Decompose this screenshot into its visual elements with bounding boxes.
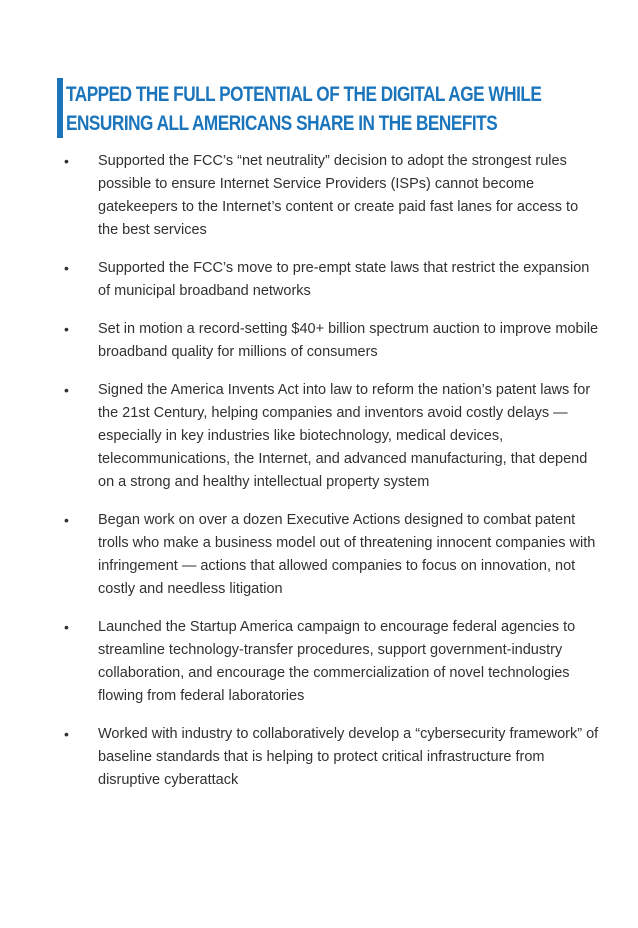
list-item-text: Supported the FCC’s “net neutrality” decision to adopt the strongest rules possible to ensure Internet Service Providers (ISPs) cannot become gatekeepers to the Internet’s content or create paid fast lanes for access to the best services — [98, 153, 579, 238]
list-item — [60, 723, 600, 792]
bullet-icon: • — [64, 382, 69, 398]
list-item-text: Began work on over a dozen Executive Actions designed to combat patent trolls who make a business model out of threatening innocent companies with infringement — actions that allowed companies to focus on innovation, not costly and needless litigation — [98, 512, 596, 597]
bullet-icon: • — [64, 512, 69, 528]
section-heading-line-1: TAPPED THE FULL POTENTIAL OF THE DIGITAL AGE WHILE — [66, 83, 542, 106]
list-item — [60, 257, 600, 303]
list-item-text: Supported the FCC’s move to pre-empt state laws that restrict the expansion of municipal broadband networks — [98, 260, 590, 299]
accomplishments-list — [60, 150, 600, 807]
bullet-icon: • — [64, 153, 69, 169]
section-heading — [66, 80, 542, 138]
list-item — [60, 509, 600, 601]
bullet-icon: • — [64, 260, 69, 276]
list-item — [60, 616, 600, 708]
list-item-text: Launched the Startup America campaign to encourage federal agencies to streamline technology-transfer procedures, support government-industry collaboration, and encourage the commercialization of novel technologies flowing from federal laboratories — [98, 619, 576, 704]
list-item — [60, 379, 600, 494]
list-item-text: Worked with industry to collaboratively develop a “cybersecurity framework” of baseline standards that is helping to protect critical infrastructure from disruptive cyberattack — [98, 726, 599, 788]
bullet-icon: • — [64, 726, 69, 742]
list-item-text: Set in motion a record-setting $40+ billion spectrum auction to improve mobile broadband quality for millions of consumers — [98, 321, 599, 360]
list-item-text: Signed the America Invents Act into law to reform the nation’s patent laws for the 21st Century, helping companies and inventors avoid costly delays — especially in key industries like biotechnology, medical devices, telecommunications, the Internet, and advanced manufacturing, that depend on a strong and healthy intellectual property system — [98, 382, 591, 490]
heading-accent-bar — [57, 78, 63, 138]
list-item — [60, 150, 600, 242]
list-item — [60, 318, 600, 364]
section-heading-line-2: ENSURING ALL AMERICANS SHARE IN THE BENEFITS — [66, 112, 498, 135]
bullet-icon: • — [64, 619, 69, 635]
bullet-icon: • — [64, 321, 69, 337]
